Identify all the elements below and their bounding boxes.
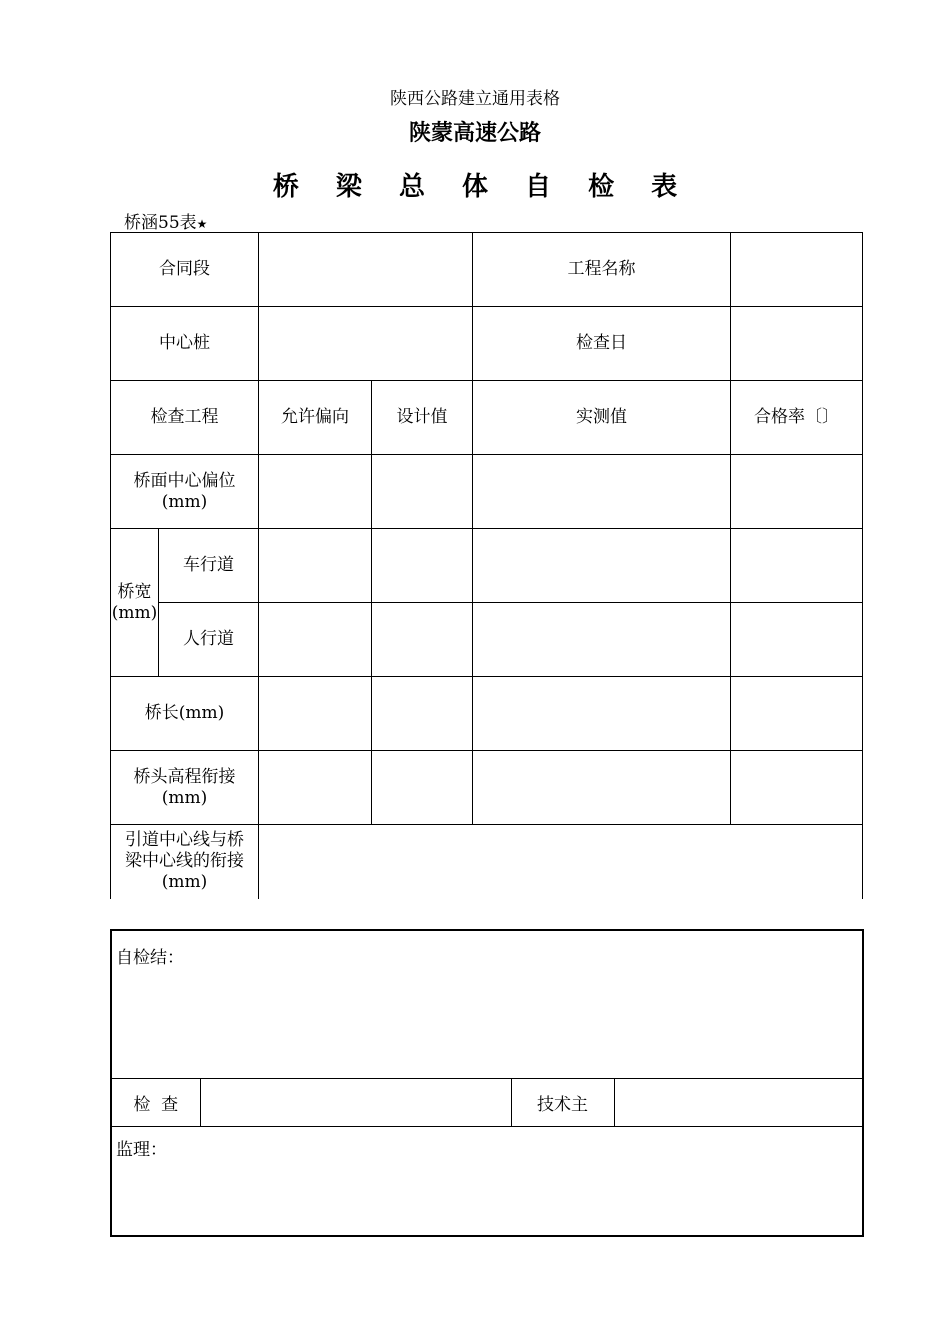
self-check-conclusion[interactable]: [111, 930, 863, 1078]
contract-value[interactable]: [259, 233, 473, 307]
tolerance-cell[interactable]: [259, 455, 372, 529]
pass-rate-cell[interactable]: [731, 751, 863, 825]
row-label-bridge-width: [111, 529, 159, 677]
conclusion-box: [110, 929, 864, 1237]
measured-cell[interactable]: [473, 677, 731, 751]
design-cell[interactable]: [372, 455, 473, 529]
pass-rate-cell[interactable]: [731, 529, 863, 603]
tolerance-cell[interactable]: [259, 677, 372, 751]
row-label-unit: (mm): [161, 787, 208, 808]
measured-cell[interactable]: [473, 455, 731, 529]
inspector-value[interactable]: [200, 1078, 511, 1126]
form-number-text: 桥涵55表: [124, 213, 197, 233]
tech-lead-value[interactable]: [614, 1078, 863, 1126]
approach-alignment-value[interactable]: [259, 825, 863, 899]
center-pile-label: 中心桩: [111, 307, 259, 381]
row-label-bridge-length: 桥长(mm): [111, 677, 259, 751]
organization-heading: 陕西公路建立通用表格: [390, 89, 560, 109]
tolerance-cell[interactable]: [259, 529, 372, 603]
measured-cell[interactable]: [473, 603, 731, 677]
design-cell[interactable]: [372, 677, 473, 751]
row-label-abutment-elevation: [111, 751, 259, 825]
column-header-pass-rate: 合格率〔〕: [731, 381, 863, 455]
pass-rate-cell[interactable]: [731, 455, 863, 529]
design-cell[interactable]: [372, 603, 473, 677]
row-label-carriageway: 车行道: [159, 529, 259, 603]
project-heading: 陕蒙高速公路: [408, 121, 541, 146]
row-label-unit: (mm): [161, 491, 208, 512]
column-header-item: 检查工程: [111, 381, 259, 455]
supervisor-opinion[interactable]: [111, 1126, 863, 1236]
row-label-line: 桥面中心偏位: [133, 470, 236, 491]
star-icon: ★: [196, 217, 208, 231]
row-label-line: 桥头高程衔接: [133, 766, 236, 787]
column-header-tolerance: 允许偏向: [259, 381, 372, 455]
row-label-line: 引道中心线与桥: [125, 830, 244, 851]
center-pile-value[interactable]: [259, 307, 473, 381]
pass-rate-cell[interactable]: [731, 677, 863, 751]
form-number: [124, 208, 207, 233]
pass-rate-cell[interactable]: [731, 603, 863, 677]
measured-cell[interactable]: [473, 751, 731, 825]
tolerance-cell[interactable]: [259, 603, 372, 677]
form-title: 桥 梁 总 体 自 检 表: [272, 172, 692, 202]
row-label-unit: (mm): [111, 602, 158, 623]
tech-lead-label: 技术主: [511, 1078, 614, 1126]
row-label-deck-center-offset: [111, 455, 259, 529]
tolerance-cell[interactable]: [259, 751, 372, 825]
row-label-sidewalk: 人行道: [159, 603, 259, 677]
design-cell[interactable]: [372, 751, 473, 825]
row-label-unit: (mm): [161, 872, 208, 893]
check-date-value[interactable]: [731, 307, 863, 381]
design-cell[interactable]: [372, 529, 473, 603]
project-name-value[interactable]: [731, 233, 863, 307]
column-header-design: 设计值: [372, 381, 473, 455]
contract-label: 合同段: [111, 233, 259, 307]
supervisor-label: 监理：: [116, 1139, 167, 1160]
check-date-label: 检查日: [473, 307, 731, 381]
row-label-approach-alignment: [111, 825, 259, 899]
self-check-label: 自检结：: [116, 948, 184, 968]
column-header-measured: 实测值: [473, 381, 731, 455]
inspection-table: [110, 232, 863, 899]
measured-cell[interactable]: [473, 529, 731, 603]
project-name-label: 工程名称: [473, 233, 731, 307]
row-label-line: 桥宽: [117, 581, 152, 602]
inspector-label: 检 查: [111, 1078, 200, 1126]
row-label-line: 梁中心线的衔接: [125, 851, 244, 872]
